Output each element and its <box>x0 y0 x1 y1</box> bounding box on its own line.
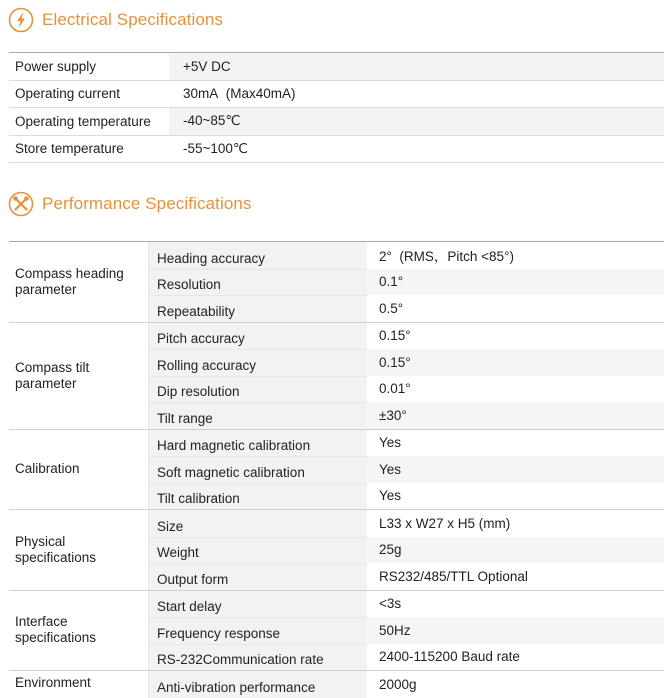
spec-group <box>9 591 664 672</box>
table-row <box>148 323 664 350</box>
performance-spec-table <box>9 241 664 698</box>
spec-name: Start delay <box>148 591 367 618</box>
table-row <box>148 537 664 564</box>
spec-value: -40~85℃ <box>169 108 664 135</box>
group-label: Compass tilt parameter <box>15 359 90 391</box>
table-row <box>148 295 664 322</box>
spec-value: L33 x W27 x H5 (mm) <box>367 510 664 537</box>
spec-name: Hard magnetic calibration <box>148 430 367 457</box>
spec-value: +5V DC <box>169 53 664 80</box>
spec-name: Operating current <box>15 86 121 102</box>
spec-value: RS232/485/TTL Optional <box>367 563 664 590</box>
group-label: Compass heading parameter <box>15 265 124 297</box>
spec-name: Pitch accuracy <box>148 323 367 350</box>
table-row <box>148 456 664 483</box>
spec-name: Store temperature <box>15 141 124 157</box>
electrical-spec-table <box>9 52 664 163</box>
group-label: Interface specifications <box>15 614 97 646</box>
spec-value: Yes <box>367 483 664 510</box>
table-row <box>9 52 664 81</box>
spec-value: Yes <box>367 430 664 457</box>
table-row <box>148 563 664 590</box>
spec-name: RS-232Communication rate <box>148 644 367 671</box>
tools-icon <box>8 191 34 217</box>
performance-section-header <box>8 190 252 218</box>
table-row <box>148 591 664 618</box>
spec-name: Repeatability <box>148 295 367 322</box>
spec-value: 25g <box>367 537 664 564</box>
performance-section-title: Performance Specifications <box>42 194 252 213</box>
table-row <box>148 242 664 269</box>
spec-name: Output form <box>148 563 367 590</box>
table-row <box>148 644 664 671</box>
group-label: Physical specifications <box>15 533 97 565</box>
spec-value: 30mA (Max40mA) <box>183 86 296 102</box>
table-row <box>148 430 664 457</box>
spec-value: 2000g <box>367 671 664 698</box>
spec-name: Rolling accuracy <box>148 349 367 376</box>
spec-value: ±30° <box>367 402 664 429</box>
spec-name: Heading accuracy <box>148 242 367 269</box>
table-row <box>148 376 664 403</box>
spec-group <box>9 323 664 430</box>
lightning-bolt-icon <box>8 7 34 33</box>
table-row <box>148 483 664 510</box>
spec-name: Soft magnetic calibration <box>148 456 367 483</box>
table-row <box>148 402 664 429</box>
spec-value: 0.1° <box>367 269 664 296</box>
spec-value: <3s <box>367 591 664 618</box>
spec-value: 2° (RMS，Pitch <85°) <box>367 242 664 269</box>
table-row <box>148 510 664 537</box>
spec-name: Weight <box>148 537 367 564</box>
table-row <box>9 108 664 136</box>
table-row <box>9 136 664 164</box>
spec-group <box>9 430 664 511</box>
spec-value: 50Hz <box>367 617 664 644</box>
spec-value: 0.15° <box>367 323 664 350</box>
spec-group <box>9 510 664 591</box>
table-row <box>9 81 664 109</box>
electrical-section-header <box>8 6 223 34</box>
group-label: Environment <box>15 675 91 690</box>
spec-name: Frequency response <box>148 617 367 644</box>
table-row <box>148 349 664 376</box>
electrical-section-title: Electrical Specifications <box>42 10 224 29</box>
spec-name: Tilt range <box>148 402 367 429</box>
spec-value: 0.15° <box>367 349 664 376</box>
spec-name: Resolution <box>148 269 367 296</box>
spec-name: Size <box>148 510 367 537</box>
table-row <box>148 269 664 296</box>
spec-name: Tilt calibration <box>148 483 367 510</box>
spec-name: Operating temperature <box>15 113 151 129</box>
spec-value: 0.5° <box>367 295 664 322</box>
table-row <box>148 617 664 644</box>
spec-value: 0.01° <box>367 376 664 403</box>
spec-group <box>9 671 664 698</box>
spec-value: -55~100℃ <box>183 140 249 156</box>
spec-group <box>9 242 664 323</box>
spec-value: 2400-115200 Baud rate <box>367 644 664 671</box>
group-label: Calibration <box>15 461 80 477</box>
spec-name: Anti-vibration performance <box>148 671 367 698</box>
spec-value: Yes <box>367 456 664 483</box>
spec-name: Power supply <box>15 58 97 74</box>
table-row <box>148 671 664 698</box>
spec-name: Dip resolution <box>148 376 367 403</box>
